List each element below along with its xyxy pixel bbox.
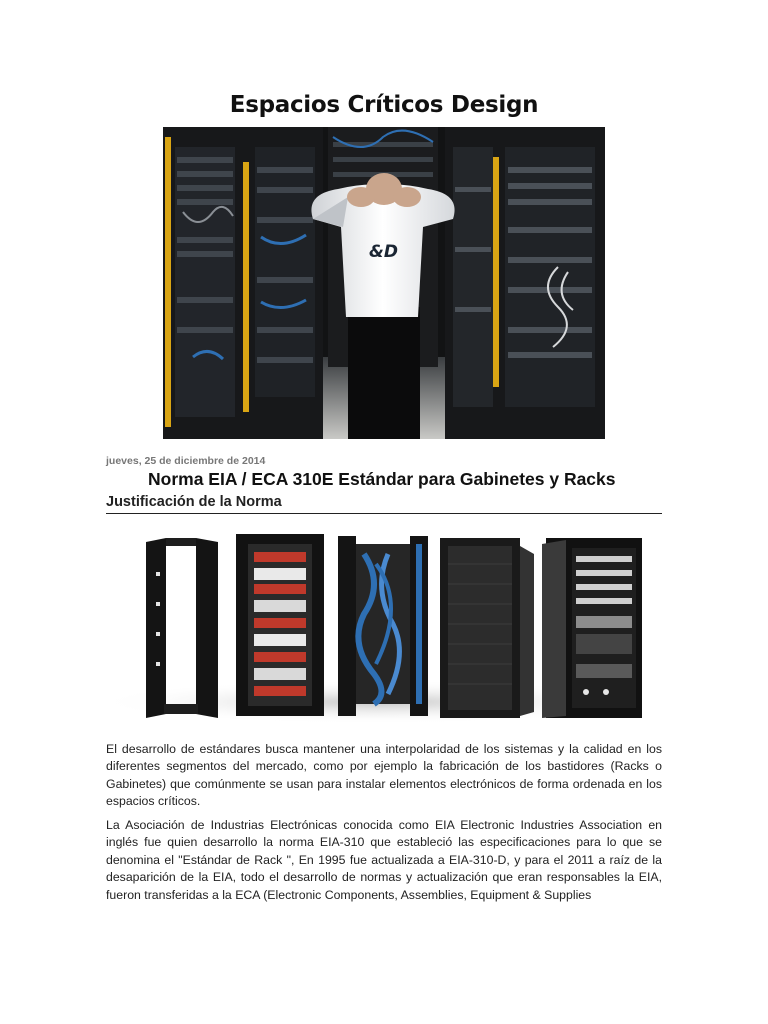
server-room-illustration: [163, 127, 605, 439]
racks-product-image: [106, 524, 662, 724]
cable-managed-rack: [338, 536, 428, 716]
perforated-door-cabinet: [440, 538, 534, 718]
hero-logo: &D: [369, 242, 398, 262]
left-rack: [163, 127, 323, 439]
racks-illustration: [106, 524, 662, 724]
right-rack: [445, 127, 605, 439]
glass-door-cabinet: [542, 538, 642, 718]
section-heading: Justificación de la Norma: [106, 494, 662, 514]
cabinet-rack-red: [236, 534, 324, 716]
body-paragraph-2: La Asociación de Industrias Electrónicas conocida como EIA Electronic Industries Association en inglés fue quien desarrollo la norma EIA-310 que estableció las especificaciones para lo que se denomina el "Estándar de Rack ", En 1995 fue actualizada a EIA-310-D, y para el 2011 a raíz de la desaparición de la EIA, todo el desarrollo de normas y actualización que eran responsables la EIA, fueron transferidas a la ECA (Electronic Components, Assemblies, Equipment & Supplies: [106, 818, 662, 902]
post-date: jueves, 25 de diciembre de 2014: [106, 455, 266, 467]
post-title[interactable]: Norma EIA / ECA 310E Estándar para Gabinetes y Racks: [148, 469, 616, 489]
body-paragraph-1: El desarrollo de estándares busca mantener una interpolaridad de los sistemas y la calidad en los diferentes segmentos del mercado, como por ejemplo la fabricación de los bastidores (Racks o Gabinetes) que comúnmente se usan para instalar elementos electrónicos de forma ordenada en los espacios críticos.: [106, 742, 662, 809]
hero-photo: [163, 127, 605, 439]
page-title: Espacios Críticos Design: [229, 92, 539, 118]
